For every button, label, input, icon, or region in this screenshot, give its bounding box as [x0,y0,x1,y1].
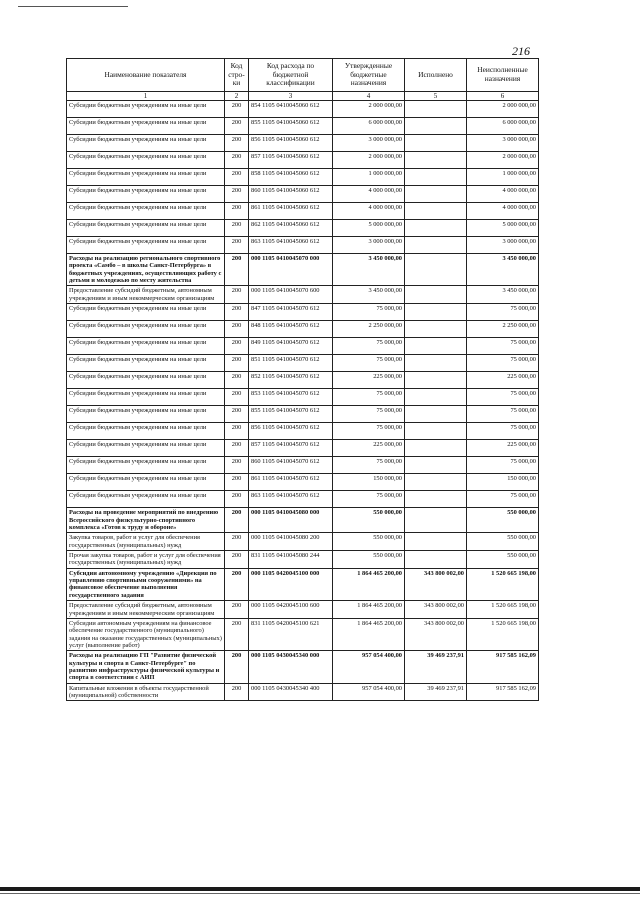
executed-amount-cell [405,457,467,474]
approved-amount-cell: 2 000 000,00 [333,101,405,118]
line-code-cell: 200 [225,186,249,203]
executed-amount-cell [405,440,467,457]
executed-amount-cell [405,169,467,186]
budget-code-cell: 852 1105 0410045070 612 [249,372,333,389]
line-code-cell: 200 [225,474,249,491]
line-code-cell: 200 [225,491,249,508]
budget-code-cell: 862 1105 0410045060 612 [249,220,333,237]
approved-amount-cell: 3 450 000,00 [333,286,405,304]
line-code-cell: 200 [225,220,249,237]
budget-code-cell: 854 1105 0410045060 612 [249,101,333,118]
unexecuted-amount-cell: 550 000,00 [467,551,539,569]
header-executed: Исполнено [405,59,467,92]
budget-code-cell: 856 1105 0410045060 612 [249,135,333,152]
unexecuted-amount-cell: 1 520 665 198,00 [467,618,539,650]
indicator-name-cell: Субсидии бюджетным учреждениям на иные цели [67,169,225,186]
table-row [67,135,539,152]
unexecuted-amount-cell: 1 520 665 198,00 [467,568,539,600]
header-line-code: Код стро-ки [225,59,249,92]
indicator-name-cell: Субсидии бюджетным учреждениям на иные цели [67,406,225,423]
indicator-name-cell: Капитальные вложения в объекты государственной (муниципальной) собственности [67,683,225,701]
table-row [67,186,539,203]
approved-amount-cell: 150 000,00 [333,474,405,491]
indicator-name-cell: Субсидии бюджетным учреждениям на иные цели [67,118,225,135]
unexecuted-amount-cell: 75 000,00 [467,355,539,372]
executed-amount-cell [405,372,467,389]
unexecuted-amount-cell: 550 000,00 [467,508,539,533]
line-code-cell: 200 [225,389,249,406]
table-row [67,118,539,135]
indicator-name-cell: Субсидии бюджетным учреждениям на иные цели [67,237,225,254]
table-row [67,457,539,474]
table-header-row [67,59,539,92]
executed-amount-cell [405,355,467,372]
unexecuted-amount-cell: 3 000 000,00 [467,237,539,254]
executed-amount-cell [405,551,467,569]
approved-amount-cell: 75 000,00 [333,389,405,406]
indicator-name-cell: Субсидии бюджетным учреждениям на иные цели [67,135,225,152]
executed-amount-cell: 343 800 002,00 [405,568,467,600]
table-row [67,203,539,220]
approved-amount-cell: 3 450 000,00 [333,254,405,286]
unexecuted-amount-cell: 75 000,00 [467,491,539,508]
budget-code-cell: 853 1105 0410045070 612 [249,389,333,406]
approved-amount-cell: 2 250 000,00 [333,321,405,338]
indicator-name-cell: Прочая закупка товаров, работ и услуг для обеспечения государственных (муниципальных) нужд [67,551,225,569]
line-code-cell: 200 [225,423,249,440]
budget-code-cell: 857 1105 0410045070 612 [249,440,333,457]
executed-amount-cell [405,220,467,237]
indicator-name-cell: Закупка товаров, работ и услуг для обеспечения государственных (муниципальных) нужд [67,533,225,551]
line-code-cell: 200 [225,169,249,186]
unexecuted-amount-cell: 2 000 000,00 [467,101,539,118]
approved-amount-cell: 550 000,00 [333,551,405,569]
approved-amount-cell: 75 000,00 [333,338,405,355]
budget-code-cell: 000 1105 0420045100 600 [249,601,333,619]
executed-amount-cell: 39 469 237,91 [405,651,467,683]
indicator-name-cell: Расходы на проведение мероприятий по внедрению Всероссийского физкультурно-спортивного комплекса «Готов к труду и обороне» [67,508,225,533]
table-row [67,474,539,491]
executed-amount-cell [405,101,467,118]
budget-code-cell: 849 1105 0410045070 612 [249,338,333,355]
table-row [67,508,539,533]
budget-code-cell: 000 1105 0430045340 000 [249,651,333,683]
line-code-cell: 200 [225,508,249,533]
table-row [67,618,539,650]
indicator-name-cell: Субсидии бюджетным учреждениям на иные цели [67,220,225,237]
budget-code-cell: 000 1105 0420045100 000 [249,568,333,600]
indicator-name-cell: Субсидии автономным учреждениям на финансовое обеспечение государственного (муниципального) задания на оказание государственных (муниципальных) услуг (выполнение работ) [67,618,225,650]
budget-code-cell: 000 1105 0410045080 000 [249,508,333,533]
line-code-cell: 200 [225,355,249,372]
executed-amount-cell [405,203,467,220]
line-code-cell: 200 [225,338,249,355]
indicator-name-cell: Субсидии бюджетным учреждениям на иные цели [67,203,225,220]
indicator-name-cell: Субсидии бюджетным учреждениям на иные цели [67,457,225,474]
indicator-name-cell: Субсидии бюджетным учреждениям на иные цели [67,321,225,338]
unexecuted-amount-cell: 150 000,00 [467,474,539,491]
budget-code-cell: 851 1105 0410045070 612 [249,355,333,372]
executed-amount-cell [405,135,467,152]
column-number: 4 [333,92,405,101]
approved-amount-cell: 1 000 000,00 [333,169,405,186]
budget-code-cell: 860 1105 0410045070 612 [249,457,333,474]
header-indicator-name: Наименование показателя [67,59,225,92]
approved-amount-cell: 225 000,00 [333,440,405,457]
indicator-name-cell: Предоставление субсидий бюджетным, автономным учреждениям и иным некоммерческим организациям [67,601,225,619]
approved-amount-cell: 957 054 400,00 [333,683,405,701]
unexecuted-amount-cell: 4 000 000,00 [467,203,539,220]
approved-amount-cell: 6 000 000,00 [333,118,405,135]
budget-code-cell: 863 1105 0410045070 612 [249,491,333,508]
approved-amount-cell: 75 000,00 [333,491,405,508]
executed-amount-cell [405,186,467,203]
indicator-name-cell: Субсидии автономному учреждению «Дирекция по управлению спортивными сооружениями» на финансовое обеспечение выполнения государственного задания [67,568,225,600]
indicator-name-cell: Субсидии бюджетным учреждениям на иные цели [67,440,225,457]
line-code-cell: 200 [225,440,249,457]
approved-amount-cell: 1 864 465 200,00 [333,568,405,600]
budget-code-cell: 855 1105 0410045060 612 [249,118,333,135]
indicator-name-cell: Субсидии бюджетным учреждениям на иные цели [67,101,225,118]
executed-amount-cell [405,286,467,304]
budget-code-cell: 000 1105 0410045070 000 [249,254,333,286]
unexecuted-amount-cell: 4 000 000,00 [467,186,539,203]
approved-amount-cell: 957 054 400,00 [333,651,405,683]
table-row [67,169,539,186]
budget-code-cell: 831 1105 0410045080 244 [249,551,333,569]
table-row [67,321,539,338]
budget-code-cell: 831 1105 0420045100 621 [249,618,333,650]
line-code-cell: 200 [225,152,249,169]
header-unexecuted: Неисполненные назначения [467,59,539,92]
table-row [67,220,539,237]
indicator-name-cell: Субсидии бюджетным учреждениям на иные цели [67,338,225,355]
line-code-cell: 200 [225,372,249,389]
approved-amount-cell: 4 000 000,00 [333,203,405,220]
indicator-name-cell: Субсидии бюджетным учреждениям на иные цели [67,389,225,406]
indicator-name-cell: Субсидии бюджетным учреждениям на иные цели [67,152,225,169]
table-row [67,101,539,118]
unexecuted-amount-cell: 2 000 000,00 [467,152,539,169]
unexecuted-amount-cell: 1 520 665 198,00 [467,601,539,619]
unexecuted-amount-cell: 3 000 000,00 [467,135,539,152]
budget-code-cell: 847 1105 0410045070 612 [249,304,333,321]
unexecuted-amount-cell: 917 585 162,09 [467,683,539,701]
line-code-cell: 200 [225,237,249,254]
table-body [67,101,539,701]
table-row [67,568,539,600]
budget-code-cell: 861 1105 0410045060 612 [249,203,333,220]
line-code-cell: 200 [225,551,249,569]
table-row [67,533,539,551]
scan-edge-rule [0,893,640,894]
approved-amount-cell: 1 864 465 200,00 [333,601,405,619]
line-code-cell: 200 [225,203,249,220]
executed-amount-cell [405,237,467,254]
indicator-name-cell: Субсидии бюджетным учреждениям на иные цели [67,423,225,440]
table-row [67,355,539,372]
header-approved: Утвержденные бюджетные назначения [333,59,405,92]
indicator-name-cell: Расходы на реализацию регионального спортивного проекта «Самбо – в школы Санкт-Петербурга» в бюджетных учреждениях, осуществляющих работу с детьми и молодежью по месту жительства [67,254,225,286]
unexecuted-amount-cell: 550 000,00 [467,533,539,551]
approved-amount-cell: 5 000 000,00 [333,220,405,237]
executed-amount-cell: 39 469 237,91 [405,683,467,701]
budget-code-cell: 000 1105 0410045070 600 [249,286,333,304]
scan-edge-bar [0,887,640,891]
budget-code-cell: 857 1105 0410045060 612 [249,152,333,169]
approved-amount-cell: 75 000,00 [333,406,405,423]
indicator-name-cell: Субсидии бюджетным учреждениям на иные цели [67,186,225,203]
approved-amount-cell: 4 000 000,00 [333,186,405,203]
budget-code-cell: 860 1105 0410045060 612 [249,186,333,203]
approved-amount-cell: 75 000,00 [333,355,405,372]
approved-amount-cell: 75 000,00 [333,457,405,474]
executed-amount-cell: 343 800 002,00 [405,601,467,619]
table-row [67,237,539,254]
executed-amount-cell [405,389,467,406]
budget-code-cell: 858 1105 0410045060 612 [249,169,333,186]
line-code-cell: 200 [225,651,249,683]
table-row [67,372,539,389]
line-code-cell: 200 [225,601,249,619]
budget-code-cell: 855 1105 0410045070 612 [249,406,333,423]
line-code-cell: 200 [225,304,249,321]
indicator-name-cell: Субсидии бюджетным учреждениям на иные цели [67,355,225,372]
budget-execution-table [66,58,539,701]
executed-amount-cell [405,423,467,440]
executed-amount-cell [405,338,467,355]
column-number-row [67,92,539,101]
approved-amount-cell: 2 000 000,00 [333,152,405,169]
table-row [67,304,539,321]
executed-amount-cell [405,152,467,169]
column-number: 3 [249,92,333,101]
executed-amount-cell [405,533,467,551]
unexecuted-amount-cell: 6 000 000,00 [467,118,539,135]
table-row [67,338,539,355]
executed-amount-cell [405,508,467,533]
executed-amount-cell [405,254,467,286]
approved-amount-cell: 550 000,00 [333,533,405,551]
budget-code-cell: 000 1105 0410045080 200 [249,533,333,551]
line-code-cell: 200 [225,118,249,135]
table-row [67,651,539,683]
unexecuted-amount-cell: 75 000,00 [467,457,539,474]
indicator-name-cell: Субсидии бюджетным учреждениям на иные цели [67,491,225,508]
table-row [67,683,539,701]
unexecuted-amount-cell: 1 000 000,00 [467,169,539,186]
line-code-cell: 200 [225,406,249,423]
line-code-cell: 200 [225,683,249,701]
column-number: 5 [405,92,467,101]
executed-amount-cell [405,118,467,135]
unexecuted-amount-cell: 2 250 000,00 [467,321,539,338]
indicator-name-cell: Субсидии бюджетным учреждениям на иные цели [67,474,225,491]
table-row [67,152,539,169]
table-row [67,601,539,619]
table-row [67,406,539,423]
column-number: 2 [225,92,249,101]
table-row [67,551,539,569]
line-code-cell: 200 [225,254,249,286]
header-budget-code: Код расхода по бюджетной классификации [249,59,333,92]
unexecuted-amount-cell: 5 000 000,00 [467,220,539,237]
line-code-cell: 200 [225,321,249,338]
unexecuted-amount-cell: 75 000,00 [467,423,539,440]
budget-code-cell: 000 1105 0430045340 400 [249,683,333,701]
budget-code-cell: 861 1105 0410045070 612 [249,474,333,491]
approved-amount-cell: 1 864 465 200,00 [333,618,405,650]
unexecuted-amount-cell: 225 000,00 [467,372,539,389]
budget-code-cell: 848 1105 0410045070 612 [249,321,333,338]
line-code-cell: 200 [225,135,249,152]
executed-amount-cell: 343 800 002,00 [405,618,467,650]
line-code-cell: 200 [225,618,249,650]
line-code-cell: 200 [225,286,249,304]
budget-code-cell: 856 1105 0410045070 612 [249,423,333,440]
table-row [67,254,539,286]
table-row [67,491,539,508]
unexecuted-amount-cell: 3 450 000,00 [467,286,539,304]
executed-amount-cell [405,491,467,508]
unexecuted-amount-cell: 75 000,00 [467,406,539,423]
approved-amount-cell: 3 000 000,00 [333,135,405,152]
indicator-name-cell: Расходы на реализацию ГП "Развитие физической культуры и спорта в Санкт-Петербурге" по развитию инфраструктуры физической культуры и спорта в соответствии с АИП [67,651,225,683]
unexecuted-amount-cell: 917 585 162,09 [467,651,539,683]
executed-amount-cell [405,321,467,338]
approved-amount-cell: 3 000 000,00 [333,237,405,254]
approved-amount-cell: 550 000,00 [333,508,405,533]
unexecuted-amount-cell: 75 000,00 [467,304,539,321]
executed-amount-cell [405,304,467,321]
line-code-cell: 200 [225,457,249,474]
approved-amount-cell: 225 000,00 [333,372,405,389]
table-row [67,440,539,457]
column-number: 6 [467,92,539,101]
indicator-name-cell: Предоставление субсидий бюджетным, автономным учреждениям и иным некоммерческим организациям [67,286,225,304]
unexecuted-amount-cell: 75 000,00 [467,389,539,406]
line-code-cell: 200 [225,101,249,118]
line-code-cell: 200 [225,568,249,600]
unexecuted-amount-cell: 225 000,00 [467,440,539,457]
line-code-cell: 200 [225,533,249,551]
budget-code-cell: 863 1105 0410045060 612 [249,237,333,254]
column-number: 1 [67,92,225,101]
table-row [67,286,539,304]
unexecuted-amount-cell: 75 000,00 [467,338,539,355]
approved-amount-cell: 75 000,00 [333,423,405,440]
approved-amount-cell: 75 000,00 [333,304,405,321]
indicator-name-cell: Субсидии бюджетным учреждениям на иные цели [67,372,225,389]
executed-amount-cell [405,406,467,423]
indicator-name-cell: Субсидии бюджетным учреждениям на иные цели [67,304,225,321]
page-number: 216 [512,44,530,58]
executed-amount-cell [405,474,467,491]
table-row [67,423,539,440]
unexecuted-amount-cell: 3 450 000,00 [467,254,539,286]
top-rule [18,6,128,7]
table-row [67,389,539,406]
